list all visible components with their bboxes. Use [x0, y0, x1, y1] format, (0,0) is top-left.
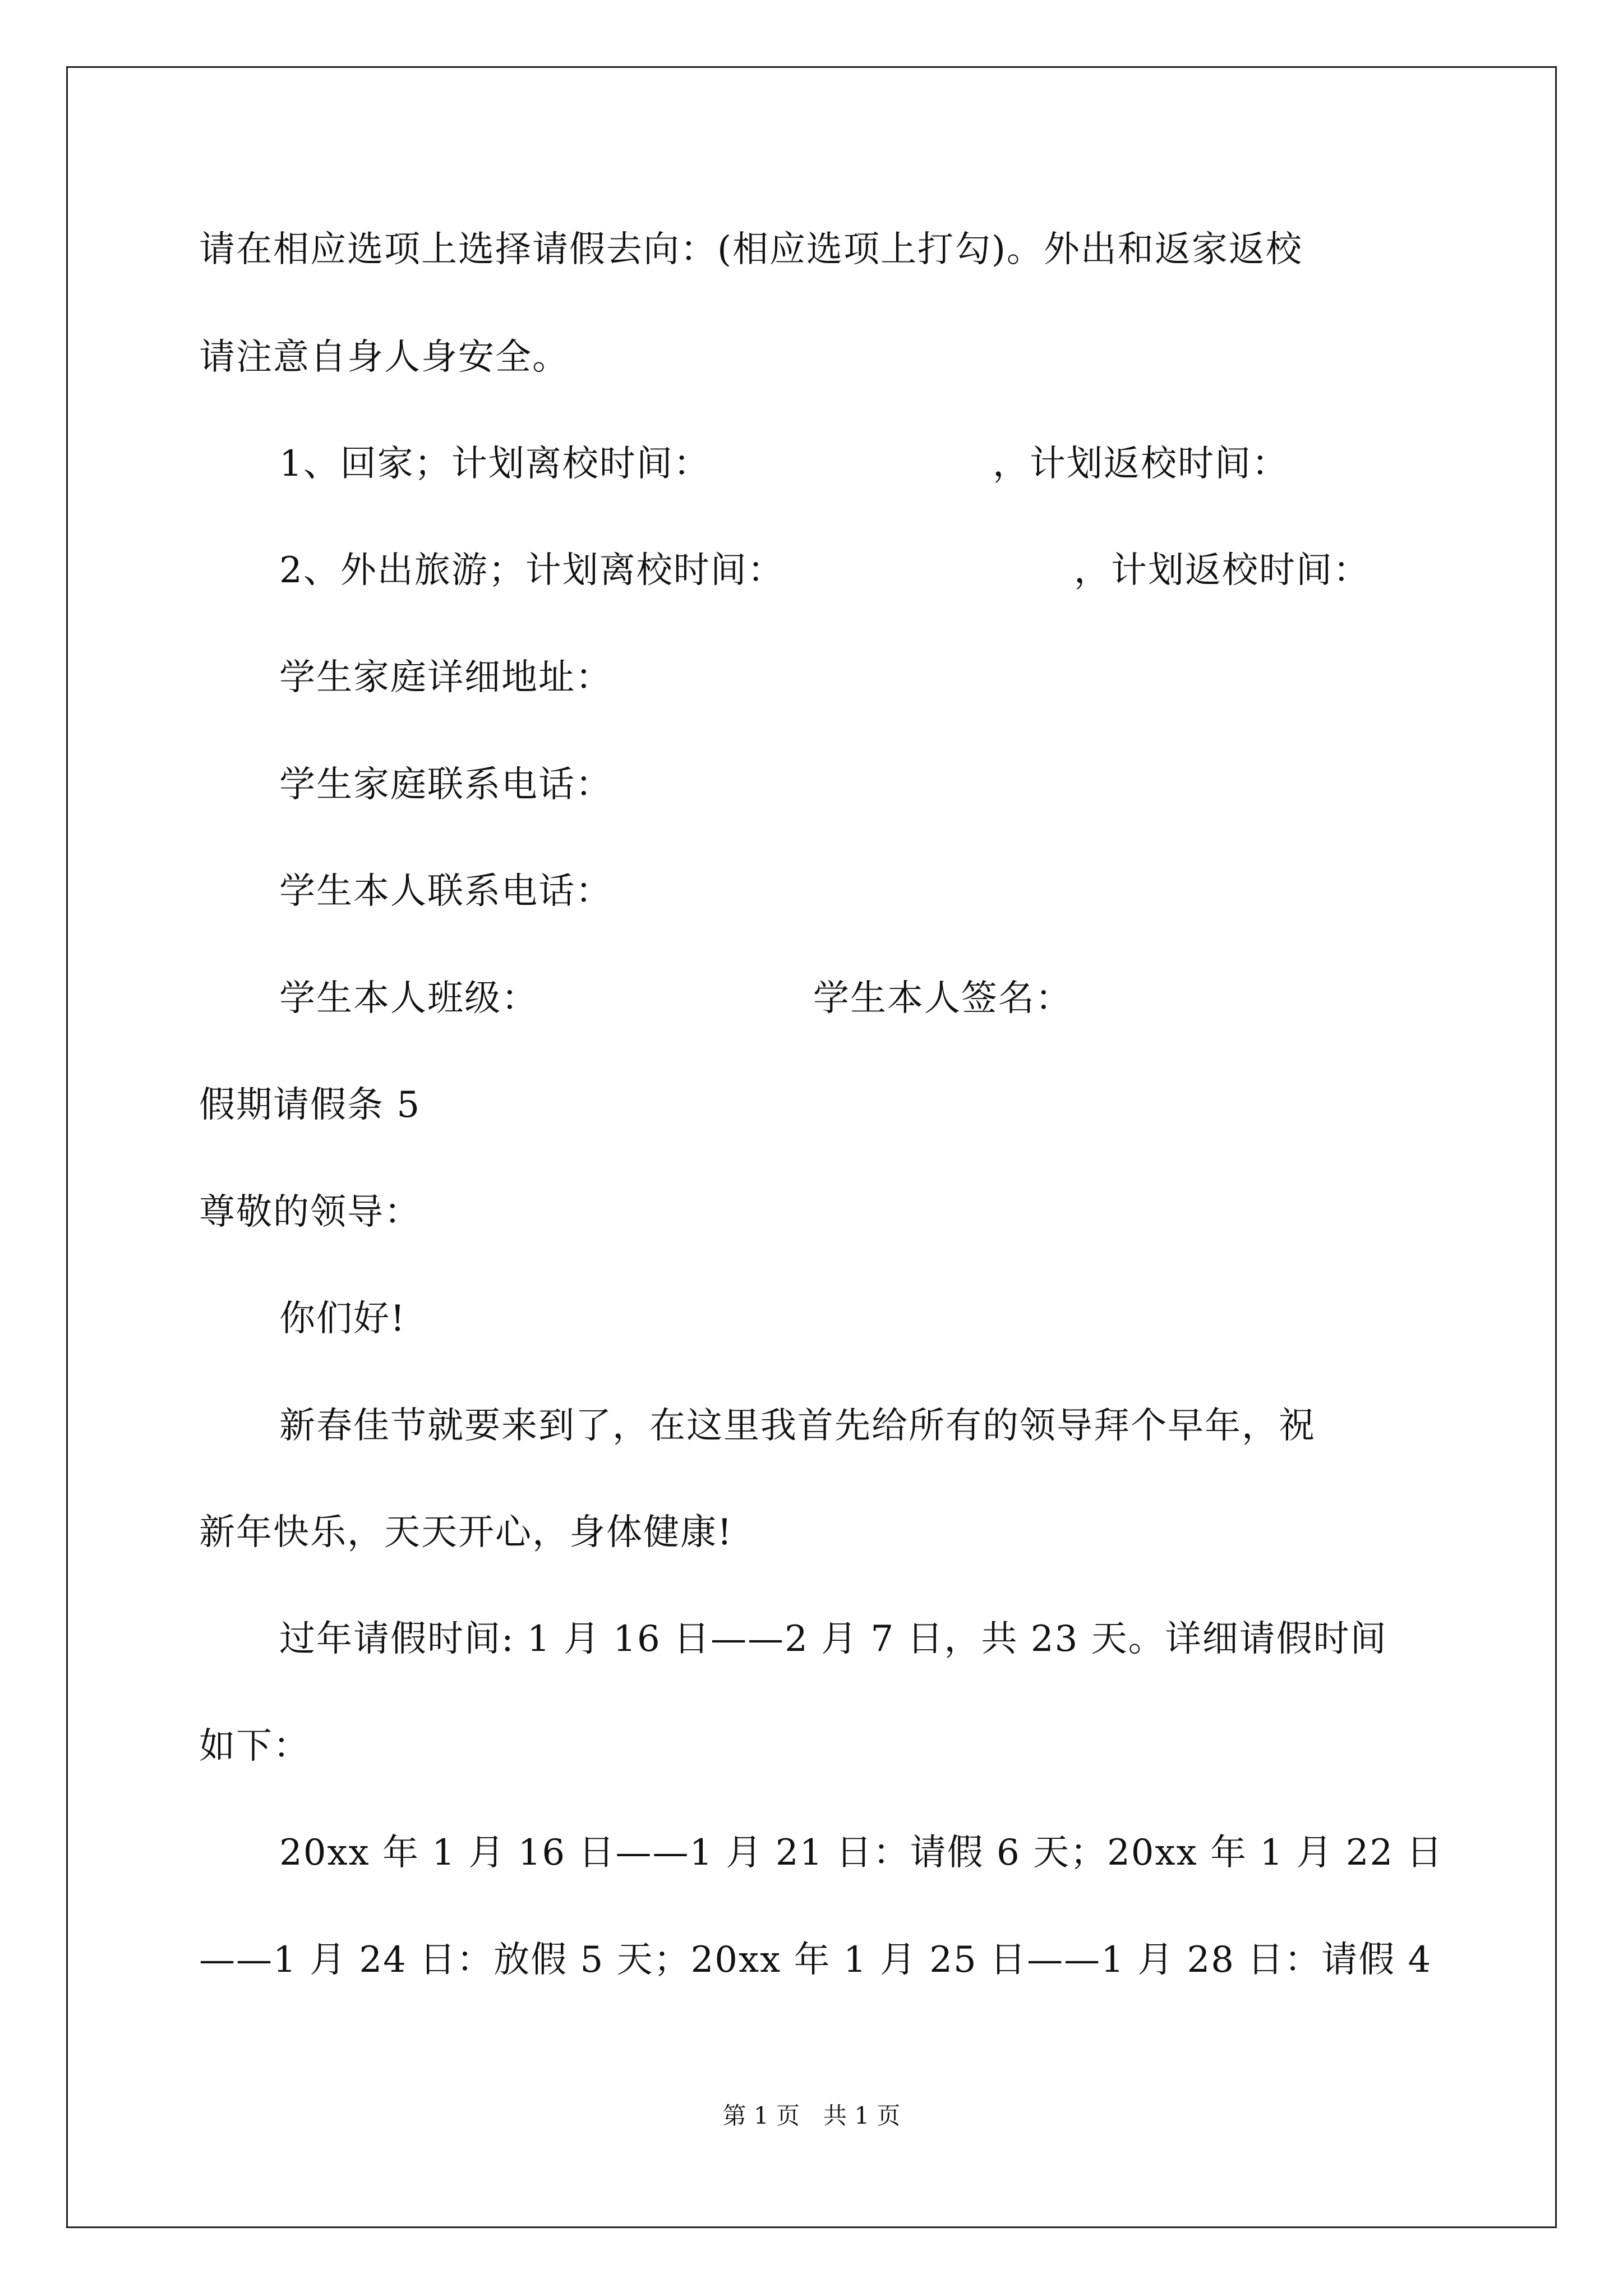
leave-option-home: 1、回家；计划离校时间： — [279, 443, 711, 485]
paragraph-line: 过年请假时间: 1 月 16 日——2 月 7 日，共 23 天。详细请假时间 — [279, 1618, 1387, 1660]
paragraph-line: ——1 月 24 日：放假 5 天；20xx 年 1 月 25 日——1 月 28 日：请假 4 — [199, 1939, 1432, 1981]
return-time-label: ，计划返校时间： — [993, 443, 1289, 485]
salutation: 尊敬的领导： — [199, 1191, 421, 1233]
home-phone-label: 学生家庭联系电话： — [279, 764, 612, 806]
paragraph-line: 20xx 年 1 月 16 日——1 月 21 日：请假 6 天；20xx 年 1 月 22 日 — [279, 1832, 1444, 1874]
student-phone-label: 学生本人联系电话： — [279, 871, 612, 912]
paragraph-line: 请注意自身人身安全。 — [199, 337, 569, 378]
paragraph-line: 新春佳节就要来到了，在这里我首先给所有的领导拜个早年，祝 — [279, 1405, 1316, 1447]
signature-label: 学生本人签名： — [813, 978, 1072, 1019]
leave-option-travel: 2、外出旅游；计划离校时间： — [279, 550, 785, 591]
page-footer: 第 1 页 共 1 页 — [722, 2102, 901, 2129]
home-address-label: 学生家庭详细地址： — [279, 657, 612, 698]
section-heading: 假期请假条 5 — [199, 1084, 421, 1126]
paragraph-line: 如下： — [199, 1726, 310, 1767]
return-time-label: ，计划返校时间： — [1074, 550, 1370, 591]
greeting: 你们好! — [279, 1298, 406, 1340]
page-border — [66, 66, 1557, 2228]
class-label: 学生本人班级： — [279, 978, 538, 1019]
paragraph-line: 新年快乐，天天开心，身体健康! — [199, 1512, 733, 1553]
paragraph-line: 请在相应选项上选择请假去向：(相应选项上打勾)。外出和返家返校 — [199, 229, 1303, 270]
